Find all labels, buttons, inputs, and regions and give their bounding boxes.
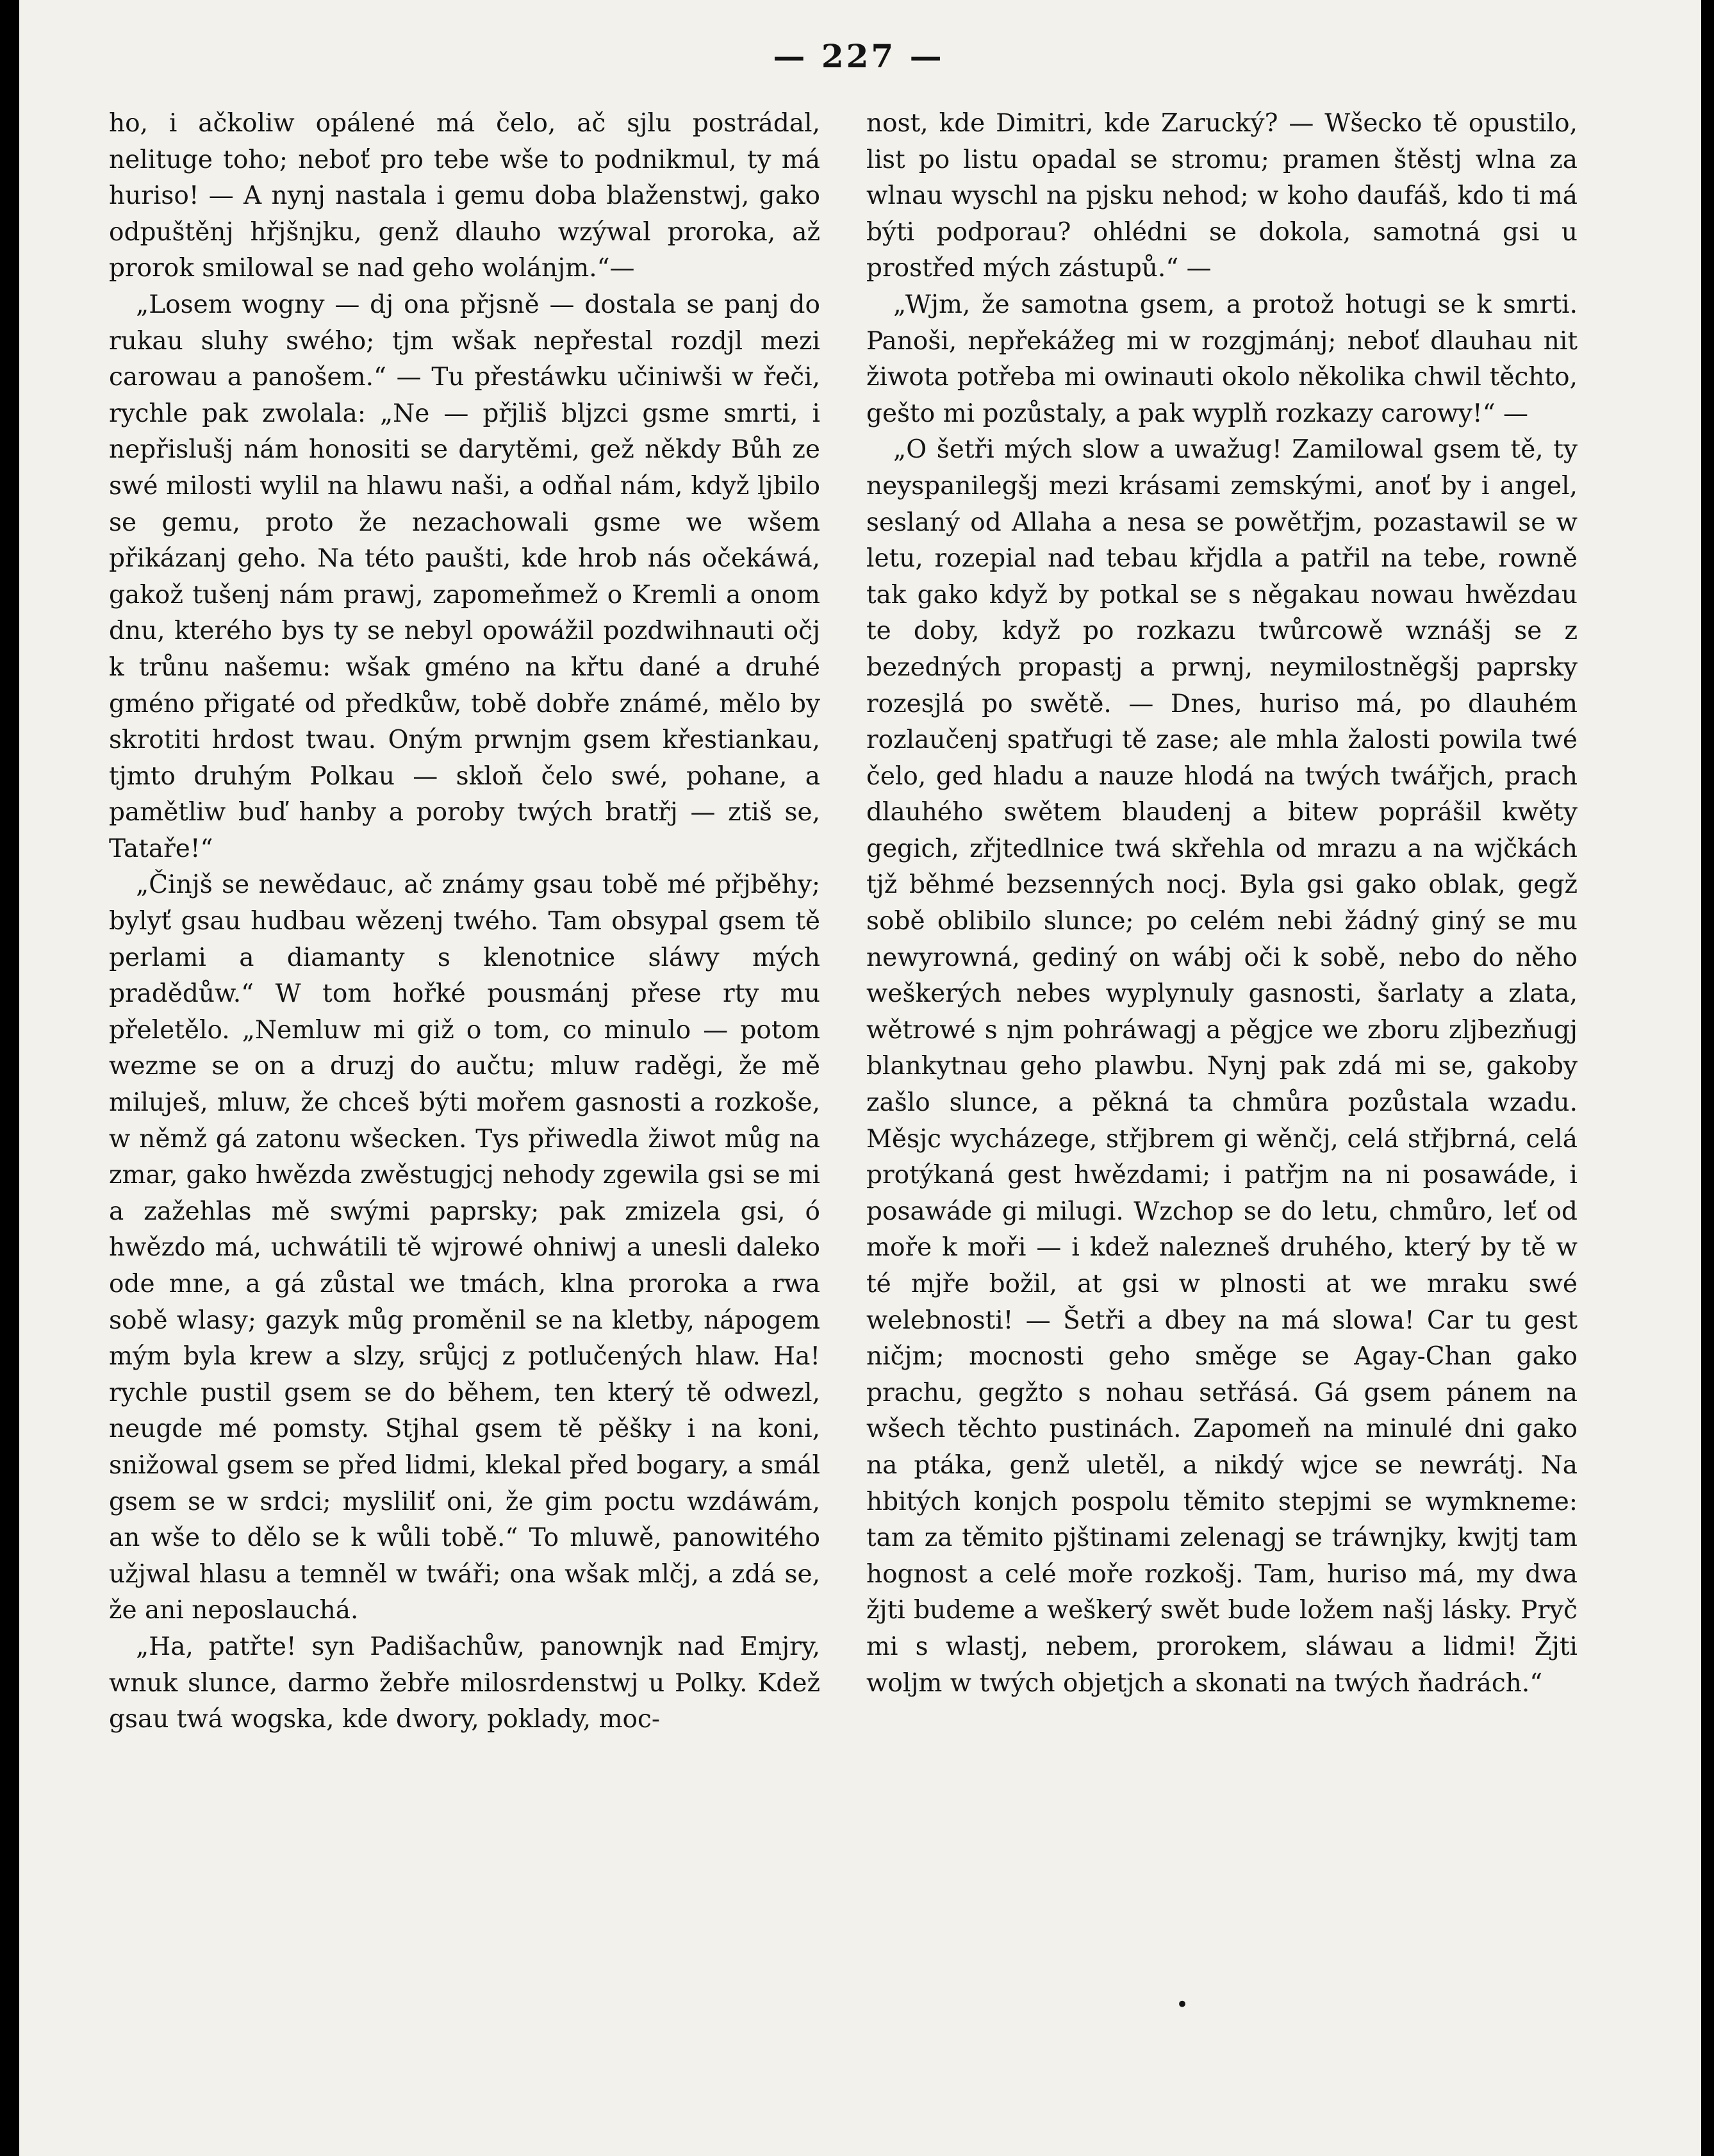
left-text-column — [109, 106, 820, 1738]
left-paragraph-3: „Činjš se newědauc, ač známy gsau tobě mé přjběhy; bylyť gsau hudbau wězenj twého. Tam obsypal gsem tě perlami a diamanty s klenotnice sláwy mých pradědůw.“ W tom hořké pousmánj přese rty mu přeletělo. „Nemluw mi giž o tom, co minulo — potom wezme se on a druzj do aučtu; mluw raděgi, že mě miluješ, mluw, že chceš býti mořem gasnosti a rozkoše, w němž gá zatonu wšecken. Tys přiwedla žiwot můg na zmar, gako hwězda zwěstugjcj nehody zgewila gsi se mi a zažehlas mě swými paprsky; pak zmizela gsi, ó hwězdo má, uchwátili tě wjrowé ohniwj a unesli daleko ode mne, a gá zůstal we tmách, klna proroka a rwa sobě wlasy; gazyk můg proměnil se na kletby, nápogem mým byla krew a slzy, srůjcj z potlučených hlaw. Ha! rychle pustil gsem se do během, ten který tě odwezl, neugde mé pomsty. Stjhal gsem tě pěšky i na koni, snižowal gsem se před lidmi, klekal před bogary, a smál gsem se w srdci; mysliliť oni, že gim poctu wzdáwám, an wše to dělo se k wůli tobě.“ To mluwě, panowitého užjwal hlasu a temněl w twáři; ona wšak mlčj, a zdá se, že ani neposlauchá. — [109, 870, 820, 1625]
page-number: — 227 — — [773, 37, 944, 75]
right-paragraph-3: „O šetři mých slow a uwažug! Zamilowal gsem tě, ty neyspanilegšj mezi krásami zemskými, anoť by i angel, seslaný od Allaha a nesa se powětřjm, pozastawil se w letu, rozepial nad tebau křjdla a patřil na tebe, rowně tak gako když by potkal se s něgakau nowau hwězdau te doby, když po rozkazu twůrcowě wznášj se z bezedných propastj a prwnj, neymilostněgšj paprsky rozesjlá po swětě. — Dnes, huriso má, po dlauhém rozlaučenj spatřugi tě zase; ale mhla žalosti powila twé čelo, ged hladu a nauze hlodá na twých twářjch, prach dlauhého swětem blaudenj a bitew poprášil kwěty gegich, zřjtedlnice twá skřehla od mrazu a na wjčkách tjž běhmé bezsenných nocj. Byla gsi gako oblak, gegž sobě oblibilo slunce; po celém nebi žádný giný se mu newyrowná, gediný on wábj oči k sobě, nebo do něho weškerých nebes wyplynuly gasnosti, šarlaty a zlata, wětrowé s njm pohráwagj a pěgjce we zboru zljbezňugj blankytnau geho plawbu. Nynj pak zdá mi se, gakoby zašlo slunce, a pěkná ta chmůra pozůstala wzadu. Měsjc wycházege, střjbrem gi wěnčj, celá střjbrná, celá protýkaná gest hwězdami; i patřjm na ni posawáde, i posawáde gi milugi. Wzchop se do letu, chmůro, leť od moře k moři — i kdež nalezneš druhého, který by tě w té mjře božil, at gsi w plnosti at we mraku swé welebnosti! — Šetři a dbey na má slowa! Car tu gest ničjm; mocnosti geho směge se Agay-Chan gako prachu, gegžto s nohau setřásá. Gá gsem pánem na wšech těchto pustinách. Zapomeň na minulé dni gako na ptáka, genž uletěl, a nikdý wjce se newrátj. Na hbitých konjch pospolu těmito stepjmi se wymkneme: tam za těmito pjštinami zelenagj se tráwnjky, kwjtj tam hognost a celé moře rozkošj. Tam, huriso má, my dwa žjti budeme a weškerý swět bude ložem našj lásky. Pryč mi s wlastj, nebem, prorokem, sláwau a lidmi! Žjti woljm w twých objetjch a skonati na twých ňadrách.“ — [866, 435, 1578, 1698]
right-paragraph-2: „Wjm, že samotna gsem, a protož hotugi se k smrti. Panoši, nepřekážeg mi w rozgjmánj; neboť dlauhau nit žiwota potřeba mi owinauti okolo několika chwil těchto, gešto mi pozůstaly, a pak wyplň rozkazy carowy!“ — — [866, 290, 1578, 428]
left-paragraph-1: ho, i ačkoliw opálené má čelo, ač sjlu postrádal, nelituge toho; neboť pro tebe wše to podnikmul, ty má huriso! — A nynj nastala i gemu doba blaženstwj, gako odpuštěnj hřjšnjku, genž dlauho wzýwal proroka, až prorok smilowal se nad geho wolánjm.“— — [109, 109, 820, 283]
document-page — [19, 0, 1701, 2156]
end-mark: • — [1176, 1992, 1189, 2018]
left-paragraph-2: „Losem wogny — dj ona přjsně — dostala se panj do rukau sluhy swého; tjm wšak nepřestal rozdjl mezi carowau a panošem.“ — Tu přestáwku učiniwši w řeči, rychle pak zwolala: „Ne — přjliš bljzci gsme smrti, i nepřislušj nám honositi se darytěmi, gež někdy Bůh ze swé milosti wylil na hlawu naši, a odňal nám, když ljbilo se gemu, proto že nezachowali gsme we wšem přikázanj geho. Na této paušti, kde hrob nás očekáwá, gakož tušenj nám prawj, zapomeňmež o Kremli a onom dnu, kterého bys ty se nebyl opowážil pozdwihnauti očj k trůnu našemu: wšak gméno na křtu dané a druhé gméno přigaté od předkůw, tobě dobře známé, mělo by skrotiti hrdost twau. Oným prwnjm gsem křestiankau, tjmto druhým Polkau — skloň čelo swé, pohane, a pamětliw buď hanby a poroby twých bratřj — ztiš se, Tataře!“ — [109, 290, 820, 863]
right-paragraph-1: nost, kde Dimitri, kde Zarucký? — Wšecko tě opustilo, list po listu opadal se stromu; pramen štěstj wlna za wlnau wyschl na pjsku nehod; w koho daufáš, kdo ti má býti podporau? ohlédni se dokola, samotná gsi u prostřed mých zástupů.“ — — [866, 109, 1578, 283]
left-paragraph-4: „Ha, patřte! syn Padišachůw, panownjk nad Emjry, wnuk slunce, darmo žebře milosrdenstwj u Polky. Kdež gsau twá wogska, kde dwory, poklady, moc- — [109, 1632, 820, 1734]
right-text-column — [866, 106, 1578, 1702]
